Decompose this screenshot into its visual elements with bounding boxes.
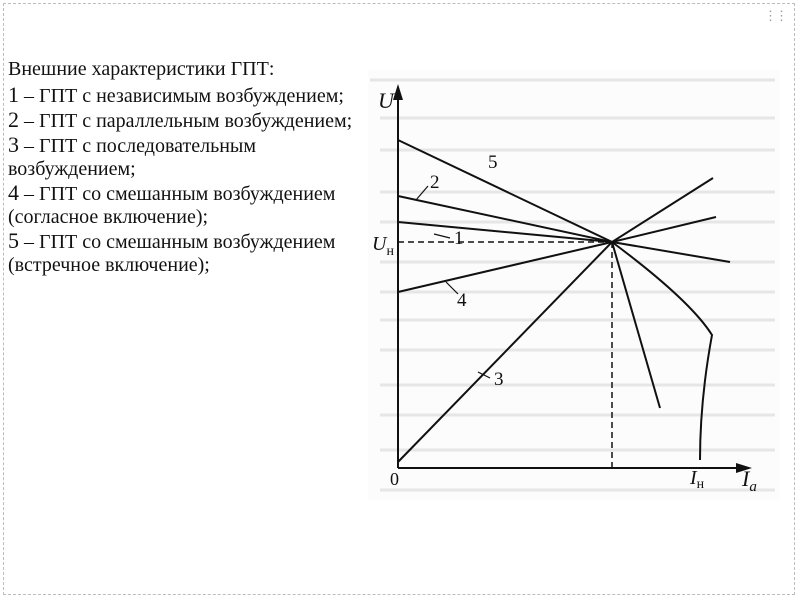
item-text: – ГПТ с параллельным возбуждением; (24, 110, 353, 132)
external-characteristics-diagram (352, 62, 782, 512)
item-text: – ГПТ со смешанным возбуждением (согласное включение); (8, 183, 336, 228)
item-text: – ГПТ с последовательным возбуждением; (8, 135, 257, 180)
item-number: 4 (8, 180, 19, 205)
list-title: Внешние характеристики ГПТ: (8, 58, 275, 80)
curve-label-5: 5 (488, 152, 498, 173)
curve-label-2: 2 (430, 172, 440, 193)
list-item-2 (8, 108, 358, 133)
item-text: – ГПТ со смешанным возбуждением (встречное включение); (8, 231, 336, 276)
axis-x-label-sub: a (749, 479, 757, 495)
list-item-4 (8, 181, 358, 229)
axis-y-label: U (378, 88, 394, 113)
item-text: – ГПТ с независимым возбуждением; (24, 85, 344, 107)
curve-label-3: 3 (494, 369, 504, 390)
in-label-sub: н (696, 477, 705, 492)
curve-label-4: 4 (457, 290, 467, 311)
axis-x-label-main: I (742, 466, 750, 491)
corner-arrows-icon: ⋮⋮ (764, 8, 786, 23)
in-label-main: I (690, 467, 697, 489)
origin-label: 0 (390, 469, 399, 489)
list-item-1 (8, 83, 358, 108)
item-number: 3 (8, 132, 19, 157)
characteristics-list (8, 58, 358, 277)
item-number: 1 (8, 82, 19, 107)
item-number: 2 (8, 107, 19, 132)
list-item-5 (8, 229, 358, 277)
un-label-main: U (372, 233, 387, 255)
un-label-sub: н (386, 244, 394, 259)
curve-label-1: 1 (454, 228, 464, 249)
item-number: 5 (8, 228, 19, 253)
list-item-3 (8, 133, 358, 181)
